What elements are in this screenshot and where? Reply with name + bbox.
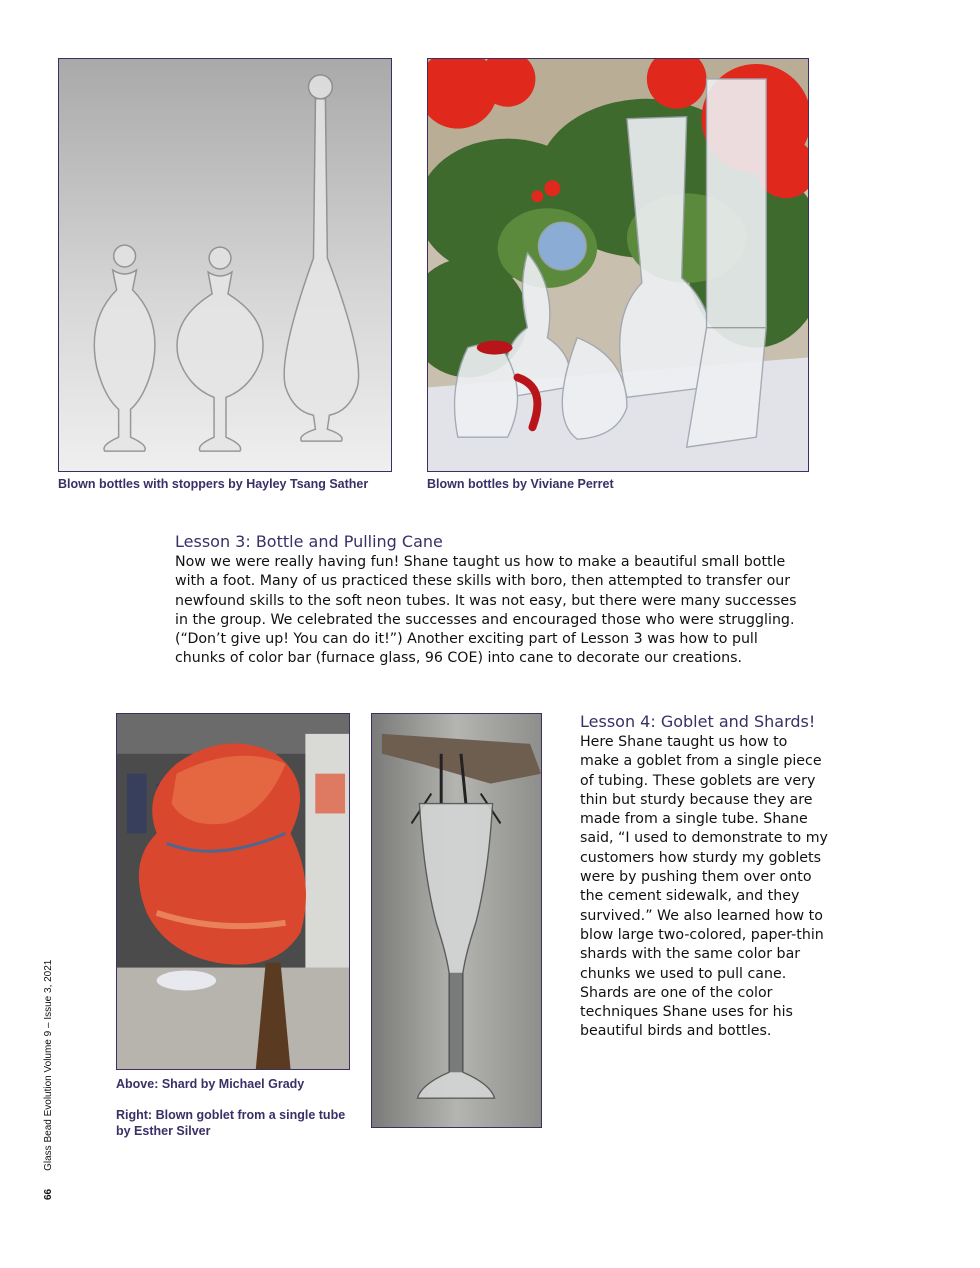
photo-bottles-with-stoppers — [58, 58, 392, 472]
page-footer — [40, 960, 56, 1200]
lesson3-heading: Lesson 3: Bottle and Pulling Cane — [175, 532, 443, 551]
page-number: 66 — [42, 1188, 54, 1200]
caption-goblet: Right: Blown goblet from a single tube by Esther Silver — [116, 1108, 346, 1138]
photo-goblet — [371, 713, 542, 1128]
caption-shard: Above: Shard by Michael Grady — [116, 1077, 305, 1091]
caption-bottles-viviane: Blown bottles by Viviane Perret — [427, 477, 614, 491]
lesson4-heading: Lesson 4: Goblet and Shards! — [580, 712, 816, 731]
photo-bottles-viviane — [427, 58, 809, 472]
photo-shard — [116, 713, 350, 1070]
publication-info: Glass Bead Evolution Volume 9 – Issue 3, 2021 — [42, 959, 54, 1171]
lesson4-body: Here Shane taught us how to make a goblet from a single piece of tubing. These goblets are very thin but sturdy because they are made from a single tube. Shane said, “I used to demonstrate to my customers how sturdy my goblets were by pushing them over onto the cement sidewalk, and they survived.” We also learned how to blow large two-colored, paper-thin shards with the same color bar chunks we used to pull cane. Shards are one of the color techniques Shane uses for his beautiful birds and bottles. — [580, 734, 828, 1040]
caption-bottles-hayley: Blown bottles with stoppers by Hayley Tsang Sather — [58, 477, 369, 491]
lesson3-body: Now we were really having fun! Shane taught us how to make a beautiful small bottle with a foot. Many of us practiced these skills with boro, then attempted to transfer our newfound skills to the soft neon tubes. It was not easy, but there were many successes in the group. We celebrated the successes and encouraged those who were struggling. (“Don’t give up! You can do it!”) Another exciting part of Lesson 3 was how to pull chunks of color bar (furnace glass, 96 COE) into cane to decorate our creations. — [175, 554, 797, 667]
